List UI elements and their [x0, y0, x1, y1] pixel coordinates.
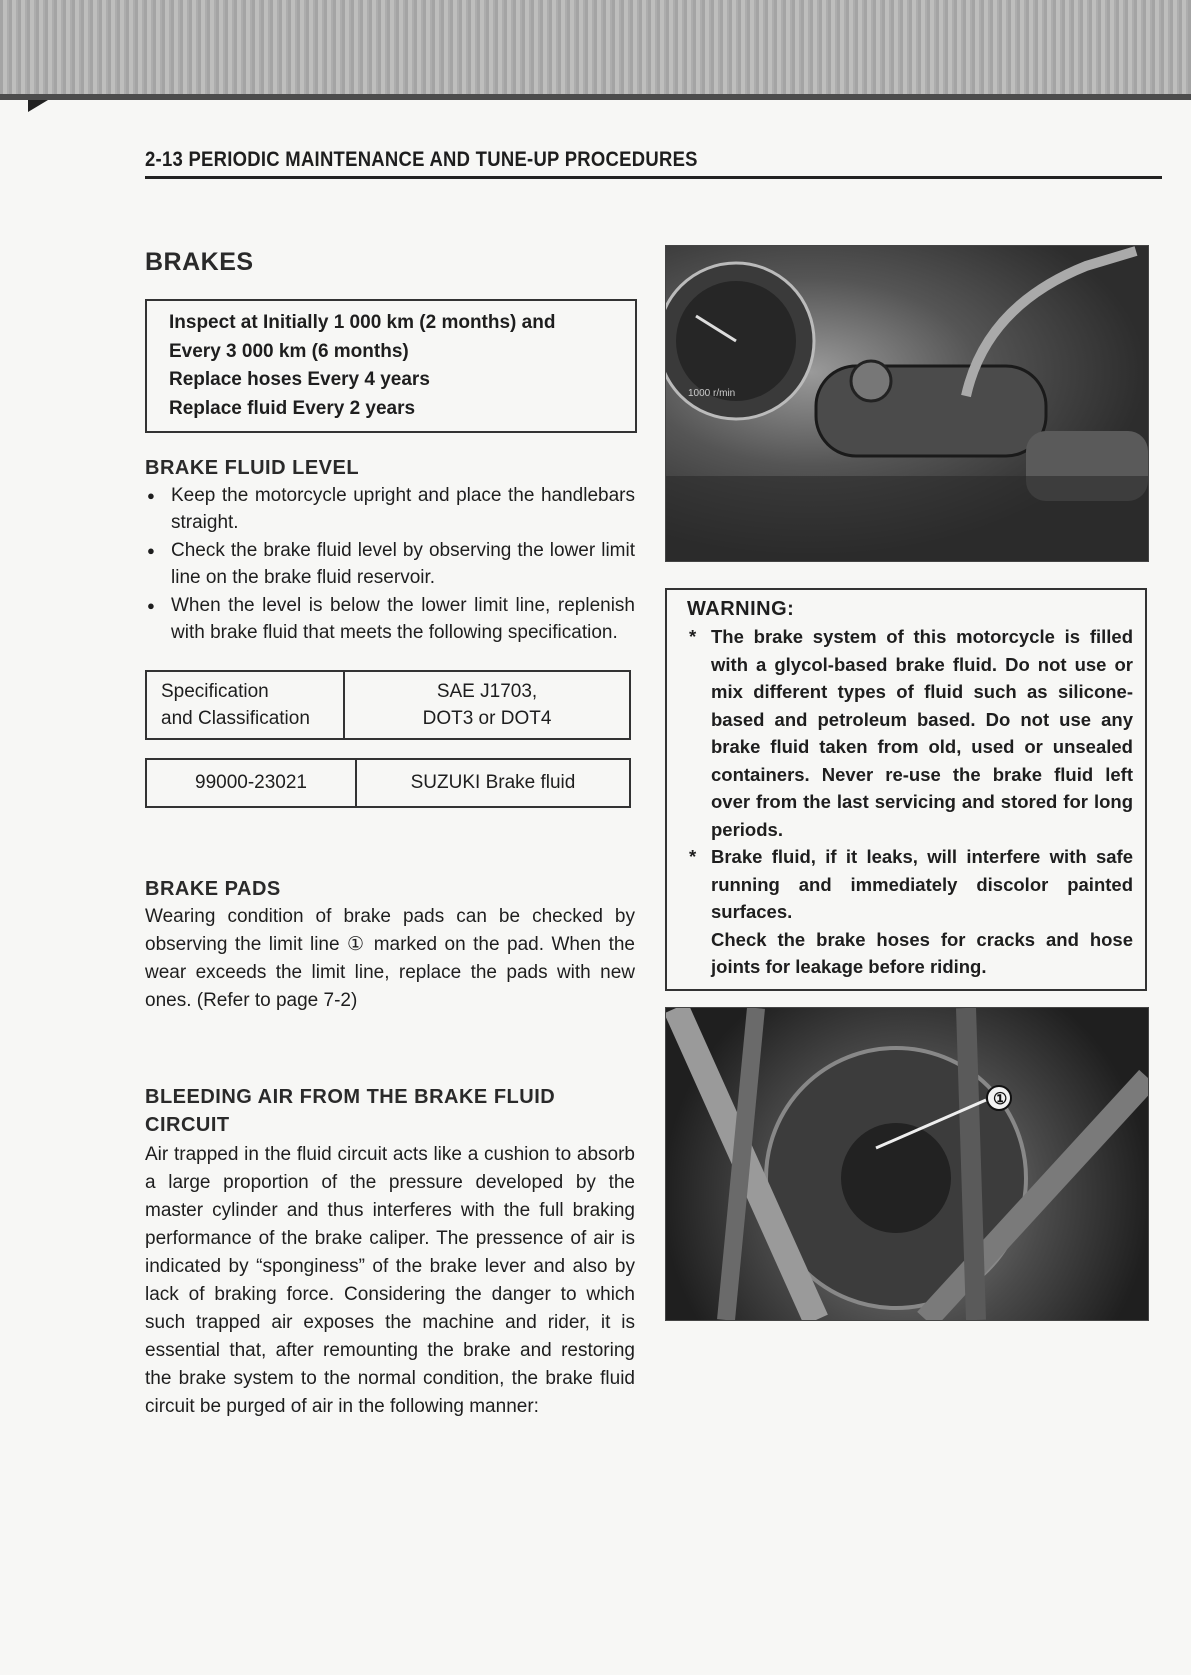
fluid-level-heading: BRAKE FLUID LEVEL — [145, 457, 360, 479]
spec-label-cell — [146, 671, 344, 739]
page-header-title: 2-13 PERIODIC MAINTENANCE AND TUNE-UP PROCEDURES — [145, 148, 698, 171]
spec-value-cell — [344, 671, 630, 739]
part-number-cell: 99000-23021 — [146, 759, 356, 807]
brake-pads-heading: BRAKE PADS — [145, 878, 281, 900]
brake-pad-photo — [665, 1007, 1149, 1321]
spec-value-line: DOT3 or DOT4 — [422, 708, 552, 729]
warning-text: Check the brake hoses for cracks and hose joints for leakage before riding. — [711, 928, 1133, 977]
schedule-line: Inspect at Initially 1 000 km (2 months) and — [169, 312, 556, 333]
section-title: BRAKES — [145, 248, 254, 276]
list-item: ● Keep the motorcycle upright and place the handlebars straight. — [145, 482, 635, 536]
warning-box — [665, 588, 1147, 991]
spec-label-line: and Classification — [161, 708, 310, 729]
part-name-cell: SUZUKI Brake fluid — [356, 759, 630, 807]
spec-label-line: Specification — [161, 681, 269, 702]
warning-title: WARNING: — [687, 598, 795, 620]
bleeding-heading-line: CIRCUIT — [145, 1114, 230, 1136]
callout-label: ① — [993, 1091, 1008, 1108]
schedule-line: Replace hoses Every 4 years — [169, 369, 430, 390]
gauge-text: 1000 r/min — [688, 388, 736, 399]
schedule-line: Replace fluid Every 2 years — [169, 397, 416, 419]
bleeding-text: Air trapped in the fluid circuit acts like a cushion to absorb a large proportion of the pressure developed by the master cylinder and thus interferes with the full braking performance of the brake caliper. The pressence of air is indicated by “sponginess” of the brake lever and also by lack of braking force. Considering the danger to which such trapped air exposes the machine and rider, it is essential that, after remounting the brake and restoring the brake system to the normal condition, the brake fluid circuit be purged of air in the following manner: — [145, 1144, 635, 1417]
warning-star: * — [689, 846, 697, 867]
wheel-spoke — [966, 1008, 976, 1320]
header-rule — [145, 176, 1162, 179]
schedule-line: Every 3 000 km (6 months) — [169, 340, 409, 362]
specification-table — [145, 670, 631, 740]
spec-value-line: SAE J1703, — [436, 681, 538, 702]
warning-text: Brake fluid, if it leaks, will interfere with safe running and immediately discolor painted surfaces. — [711, 846, 1133, 922]
list-item: ● When the level is below the lower limit line, replenish with brake fluid that meets the following specification. — [145, 592, 635, 646]
part-number-table — [145, 758, 631, 808]
reservoir-cap — [851, 361, 891, 401]
brake-pad-illustration — [666, 1008, 1148, 1320]
warning-star: * — [689, 626, 697, 647]
warning-text: The brake system of this motorcycle is filled with a glycol-based brake fluid. Do not use or mix different types of fluid such as silicone-based and petroleum based. Do not use any brake fluid taken from old, used or unsealed containers. Never re-use the brake fluid left over from the last servicing and stored for long periods. — [711, 626, 1133, 840]
bleeding-heading-line: BLEEDING AIR FROM THE BRAKE FLUID — [145, 1086, 556, 1108]
lower-shadow — [666, 476, 1148, 561]
handlebar-illustration — [666, 246, 1148, 561]
list-item: ● Check the brake fluid level by observing the lower limit line on the brake fluid reservoir. — [145, 537, 635, 591]
corner-mark — [28, 100, 48, 112]
fluid-level-list — [145, 482, 635, 646]
warning-item — [687, 623, 1133, 843]
left-column — [145, 248, 635, 1421]
maintenance-schedule-box — [145, 299, 637, 433]
scanned-top-band — [0, 0, 1191, 100]
brake-pads-text: Wearing condition of brake pads can be checked by observing the limit line ① marked on the pad. When the wear exceeds the limit line, replace the pads with new ones. (Refer to page 7-2) — [145, 906, 635, 1011]
handlebar-photo — [665, 245, 1149, 562]
warning-item — [687, 843, 1133, 926]
bleeding-heading — [145, 1083, 635, 1139]
